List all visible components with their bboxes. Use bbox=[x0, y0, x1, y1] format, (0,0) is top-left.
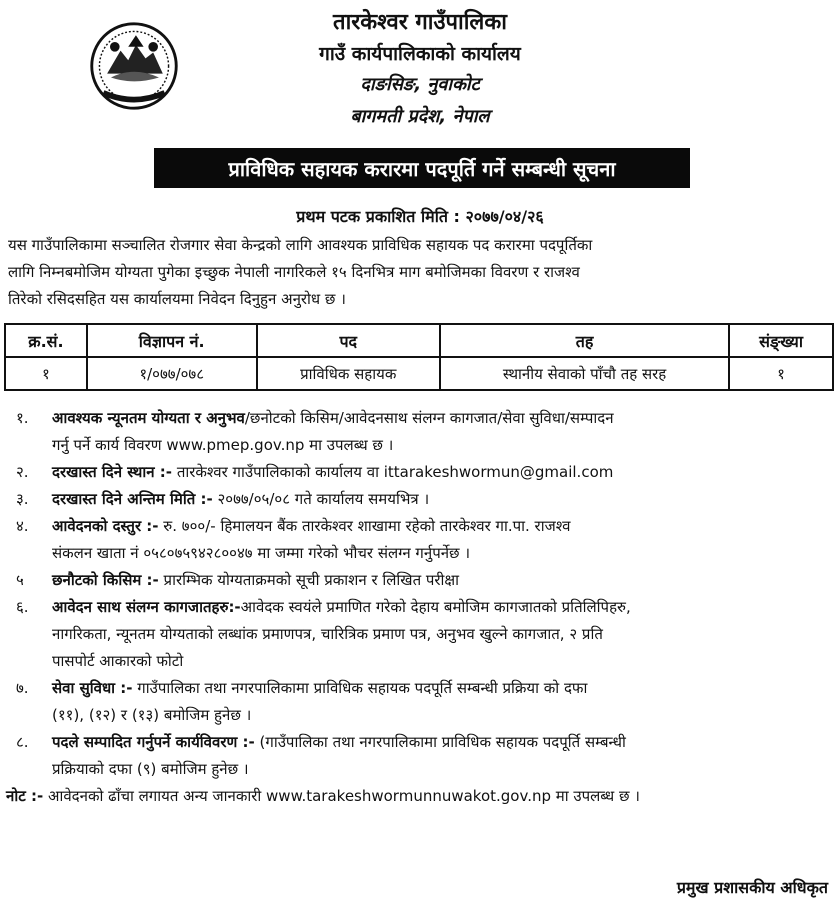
item-label: आवश्यक न्यूनतम योग्यता र अनुभव bbox=[52, 409, 245, 427]
list-item bbox=[6, 486, 834, 513]
list-item bbox=[6, 567, 834, 594]
office-location: दाङसिङ, नुवाकोट bbox=[360, 74, 480, 95]
item-text: (गाउँपालिका तथा नगरपालिकामा प्राविधिक सहायक पदपूर्ति सम्बन्धी bbox=[254, 733, 626, 751]
item-label: दरखास्त दिने स्थान :- bbox=[52, 463, 173, 481]
item-number: ३. bbox=[16, 490, 29, 508]
office-name: गाउँ कार्यपालिकाको कार्यालय bbox=[319, 43, 521, 65]
item-number: ८. bbox=[16, 733, 29, 751]
item-text: /छनोटको किसिम/आवेदनसाथ संलग्न कागजात/सेवा सुविधा/सम्पादन bbox=[244, 409, 614, 427]
item-label: आवेदनको दस्तुर :- bbox=[52, 517, 159, 535]
municipality-name: तारकेश्वर गाउँपालिका bbox=[333, 10, 507, 35]
item-label: दरखास्त दिने अन्तिम मिति :- bbox=[52, 490, 213, 508]
list-item bbox=[6, 459, 834, 486]
list-item bbox=[6, 405, 834, 459]
intro-paragraph bbox=[8, 232, 834, 313]
item-text: गाउँपालिका तथा नगरपालिकामा प्राविधिक सहायक पदपूर्ति सम्बन्धी प्रक्रिया को दफा bbox=[132, 679, 588, 697]
item-text: आवेदक स्वयंले प्रमाणित गरेको देहाय बमोजिम कागजातको प्रतिलिपिहरु, bbox=[240, 598, 631, 616]
cell-count: १ bbox=[729, 357, 833, 390]
signature: प्रमुख प्रशासकीय अधिकृत bbox=[676, 878, 828, 897]
note-text: आवेदनको ढाँचा लगायत अन्य जानकारी www.tarakeshwormunnuwakot.gov.np मा उपलब्ध छ । bbox=[43, 787, 640, 805]
list-item bbox=[6, 675, 834, 729]
published-date: प्रथम पटक प्रकाशित मिति : २०७७/०४/२६ bbox=[296, 207, 544, 226]
col-post: पद bbox=[257, 324, 441, 357]
item-text: तारकेश्वर गाउँपालिकाको कार्यालय वा ittarakeshwormun@gmail.com bbox=[172, 463, 614, 481]
item-text-cont: पासपोर्ट आकारको फोटो bbox=[52, 652, 184, 670]
cell-level: स्थानीय सेवाको पाँचौ तह सरह bbox=[440, 357, 729, 390]
item-number: ६. bbox=[16, 598, 29, 616]
item-text: २०७७/०५/०८ गते कार्यालय समयभित्र । bbox=[212, 490, 430, 508]
item-text-cont: (११), (१२) र (१३) बमोजिम हुनेछ । bbox=[52, 706, 252, 724]
cell-serial: १ bbox=[5, 357, 87, 390]
col-level: तह bbox=[440, 324, 729, 357]
item-text: रु. ७००/- हिमालयन बैंक तारकेश्वर शाखामा रहेको तारकेश्वर गा.पा. राजश्व bbox=[158, 517, 571, 535]
item-number: ४. bbox=[16, 517, 29, 535]
col-count: संङ्ख्या bbox=[729, 324, 833, 357]
intro-line: लागि निम्नबमोजिम योग्यता पुगेका इच्छुक नेपाली नागरिकले १५ दिनभित्र माग बमोजिमका विवरण र राजश्व bbox=[8, 263, 580, 281]
office-province: बागमती प्रदेश, नेपाल bbox=[350, 106, 490, 127]
item-label: छनौटको किसिम :- bbox=[52, 571, 159, 589]
item-text-cont: संकलन खाता नं ०५८०७५९४२८००४७ मा जम्मा गरेको भौचर संलग्न गर्नुपर्नेछ । bbox=[52, 544, 471, 562]
cell-advertisement-no: १/०७७/०७८ bbox=[87, 357, 257, 390]
item-label: आवेदन साथ संलग्न कागजातहरु:- bbox=[52, 598, 241, 616]
cell-post: प्राविधिक सहायक bbox=[257, 357, 441, 390]
list-item bbox=[6, 594, 834, 675]
item-text-cont: गर्नु पर्ने कार्य विवरण www.pmep.gov.np मा उपलब्ध छ । bbox=[52, 436, 394, 454]
requirements-list bbox=[6, 405, 834, 810]
item-text-cont: नागरिकता, न्यूनतम योग्यताको लब्धांक प्रमाणपत्र, चारित्रिक प्रमाण पत्र, अनुभव खुल्ने कागजात, २ प्रति bbox=[52, 625, 603, 643]
notice-title-banner: प्राविधिक सहायक करारमा पदपूर्ति गर्ने सम्बन्धी सूचना bbox=[154, 148, 690, 188]
list-item bbox=[6, 729, 834, 783]
item-number: ७. bbox=[16, 679, 29, 697]
list-item bbox=[6, 513, 834, 567]
note bbox=[6, 783, 834, 810]
col-advertisement-no: विज्ञापन नं. bbox=[87, 324, 257, 357]
col-serial: क्र.सं. bbox=[5, 324, 87, 357]
item-label: पदले सम्पादित गर्नुपर्ने कार्यविवरण :- bbox=[52, 733, 255, 751]
item-label: सेवा सुविधा :- bbox=[52, 679, 133, 697]
table-row bbox=[5, 357, 833, 390]
table-header-row bbox=[5, 324, 833, 357]
item-number: २. bbox=[16, 463, 29, 481]
item-text: प्रारम्भिक योग्यताक्रमको सूची प्रकाशन र लिखित परीक्षा bbox=[158, 571, 460, 589]
vacancy-table bbox=[4, 323, 834, 391]
item-number: १. bbox=[16, 409, 29, 427]
item-text-cont: प्रक्रियाको दफा (९) बमोजिम हुनेछ । bbox=[52, 760, 249, 778]
intro-line: यस गाउँपालिकामा सञ्चालित रोजगार सेवा केन्द्रको लागि आवश्यक प्राविधिक सहायक पद करारमा पदपूर्तिका bbox=[8, 236, 593, 254]
note-label: नोट :- bbox=[6, 787, 44, 805]
item-number: ५ bbox=[16, 571, 24, 589]
intro-line: तिरेको रसिदसहित यस कार्यालयमा निवेदन दिनुहुन अनुरोध छ । bbox=[8, 290, 346, 308]
